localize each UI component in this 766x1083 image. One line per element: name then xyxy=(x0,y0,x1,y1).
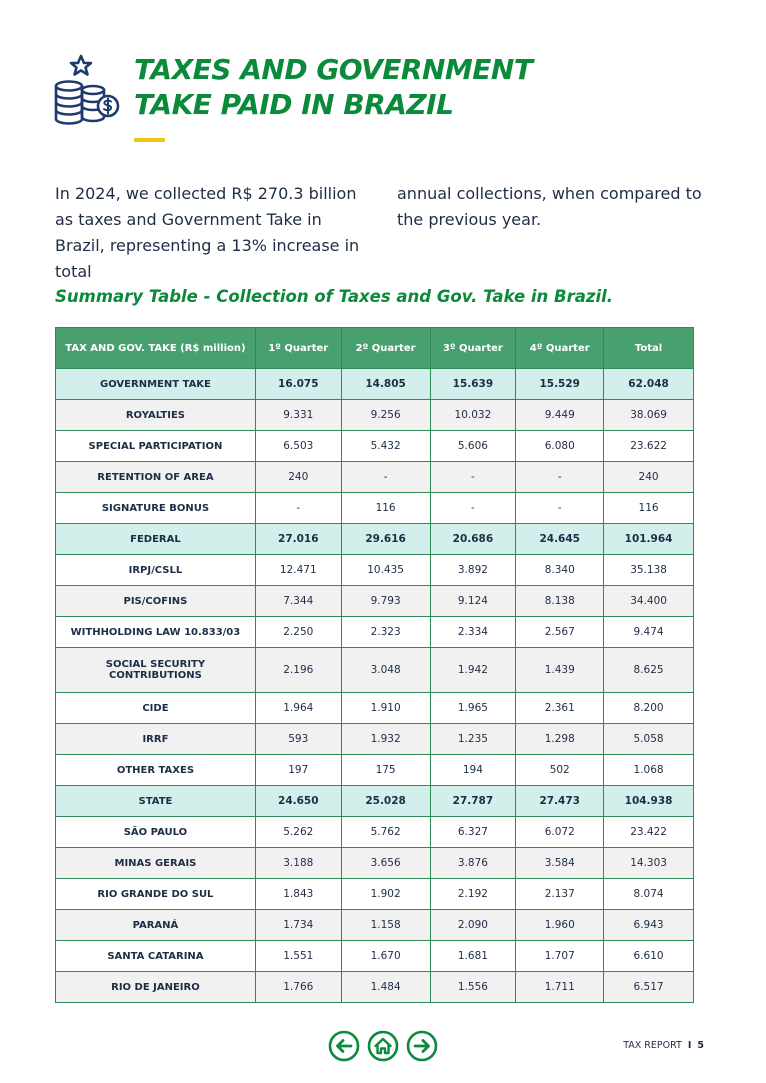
table-cell: 1.556 xyxy=(430,972,516,1003)
table-row xyxy=(56,431,694,462)
table-cell: 2.567 xyxy=(516,617,604,648)
home-icon xyxy=(367,1030,399,1062)
table-cell: 1.960 xyxy=(516,910,604,941)
summary-table xyxy=(55,327,694,1003)
table-cell: 2.192 xyxy=(430,879,516,910)
table-cell: 6.610 xyxy=(604,941,694,972)
table-cell: 9.331 xyxy=(255,400,341,431)
row-label: PARANÁ xyxy=(56,910,256,941)
table-row xyxy=(56,848,694,879)
table-cell: 15.529 xyxy=(516,369,604,400)
table-cell: - xyxy=(255,493,341,524)
row-label: RIO GRANDE DO SUL xyxy=(56,879,256,910)
table-cell: 23.622 xyxy=(604,431,694,462)
table-cell: 24.650 xyxy=(255,786,341,817)
row-label: SPECIAL PARTICIPATION xyxy=(56,431,256,462)
table-cell: 5.262 xyxy=(255,817,341,848)
title-underline xyxy=(134,138,165,142)
table-cell: 14.805 xyxy=(341,369,430,400)
footer-separator: I xyxy=(687,1040,692,1051)
table-cell: 15.639 xyxy=(430,369,516,400)
table-cell: 7.344 xyxy=(255,586,341,617)
row-label: WITHHOLDING LAW 10.833/03 xyxy=(56,617,256,648)
table-cell: 116 xyxy=(604,493,694,524)
table-cell: 1.942 xyxy=(430,648,516,693)
table-cell: 14.303 xyxy=(604,848,694,879)
table-cell: - xyxy=(516,493,604,524)
intro-paragraph-right: annual collections, when compared to the previous year. xyxy=(397,184,702,229)
table-cell: 1.902 xyxy=(341,879,430,910)
table-cell: 2.323 xyxy=(341,617,430,648)
table-cell: 1.068 xyxy=(604,755,694,786)
column-header-tax: TAX AND GOV. TAKE (R$ million) xyxy=(56,328,256,369)
row-label: IRRF xyxy=(56,724,256,755)
table-row xyxy=(56,493,694,524)
page-title-line-2: TAKE PAID IN BRAZIL xyxy=(134,88,454,121)
next-page-button[interactable] xyxy=(406,1030,438,1062)
prev-page-button[interactable] xyxy=(328,1030,360,1062)
table-row xyxy=(56,879,694,910)
table-cell: 8.625 xyxy=(604,648,694,693)
row-label: OTHER TAXES xyxy=(56,755,256,786)
table-cell: 34.400 xyxy=(604,586,694,617)
table-cell: 1.158 xyxy=(341,910,430,941)
footer-report-name: TAX REPORT xyxy=(623,1040,682,1051)
table-cell: 8.138 xyxy=(516,586,604,617)
table-cell: 1.964 xyxy=(255,693,341,724)
table-cell: 6.072 xyxy=(516,817,604,848)
arrow-left-icon xyxy=(328,1030,360,1062)
table-cell: 3.892 xyxy=(430,555,516,586)
table-cell: 5.058 xyxy=(604,724,694,755)
table-cell: 25.028 xyxy=(341,786,430,817)
table-cell: 9.474 xyxy=(604,617,694,648)
table-row xyxy=(56,462,694,493)
table-cell: 2.250 xyxy=(255,617,341,648)
table-cell: 3.876 xyxy=(430,848,516,879)
row-label: ROYALTIES xyxy=(56,400,256,431)
table-cell: 1.298 xyxy=(516,724,604,755)
arrow-right-icon xyxy=(406,1030,438,1062)
table-cell: 12.471 xyxy=(255,555,341,586)
row-label: SOCIAL SECURITY CONTRIBUTIONS xyxy=(56,648,256,693)
table-cell: 175 xyxy=(341,755,430,786)
table-cell: 62.048 xyxy=(604,369,694,400)
table-cell: 16.075 xyxy=(255,369,341,400)
table-cell: 2.334 xyxy=(430,617,516,648)
table-cell: 1.681 xyxy=(430,941,516,972)
table-cell: 35.138 xyxy=(604,555,694,586)
row-label: STATE xyxy=(56,786,256,817)
table-cell: 3.584 xyxy=(516,848,604,879)
row-label: RETENTION OF AREA xyxy=(56,462,256,493)
row-label: RIO DE JANEIRO xyxy=(56,972,256,1003)
table-cell: 5.606 xyxy=(430,431,516,462)
table-cell: 3.188 xyxy=(255,848,341,879)
table-cell: 2.137 xyxy=(516,879,604,910)
table-cell: 9.793 xyxy=(341,586,430,617)
intro-paragraph-left: In 2024, we collected R$ 270.3 billion as taxes and Government Take in Brazil, representing a 13% increase in total xyxy=(55,184,360,281)
row-label: GOVERNMENT TAKE xyxy=(56,369,256,400)
table-cell: 8.074 xyxy=(604,879,694,910)
row-label: FEDERAL xyxy=(56,524,256,555)
table-cell: 23.422 xyxy=(604,817,694,848)
table-row xyxy=(56,941,694,972)
table-cell: 2.196 xyxy=(255,648,341,693)
table-cell: 9.124 xyxy=(430,586,516,617)
table-cell: 20.686 xyxy=(430,524,516,555)
table-cell: 6.080 xyxy=(516,431,604,462)
table-cell: 1.965 xyxy=(430,693,516,724)
table-row xyxy=(56,586,694,617)
table-cell: 9.449 xyxy=(516,400,604,431)
table-cell: 6.517 xyxy=(604,972,694,1003)
table-cell: 1.707 xyxy=(516,941,604,972)
table-cell: - xyxy=(516,462,604,493)
coins-star-icon xyxy=(50,50,122,132)
column-header-q3: 3º Quarter xyxy=(430,328,516,369)
table-cell: 24.645 xyxy=(516,524,604,555)
table-cell: 1.484 xyxy=(341,972,430,1003)
row-label: PIS/COFINS xyxy=(56,586,256,617)
table-cell: 1.439 xyxy=(516,648,604,693)
table-caption: Summary Table - Collection of Taxes and Gov. Take in Brazil. xyxy=(55,287,614,306)
table-row xyxy=(56,648,694,693)
table-cell: 593 xyxy=(255,724,341,755)
table-row xyxy=(56,910,694,941)
table-cell: 8.340 xyxy=(516,555,604,586)
table-cell: 6.503 xyxy=(255,431,341,462)
table-cell: - xyxy=(430,462,516,493)
table-cell: 29.616 xyxy=(341,524,430,555)
table-cell: 38.069 xyxy=(604,400,694,431)
table-cell: 8.200 xyxy=(604,693,694,724)
row-label: SIGNATURE BONUS xyxy=(56,493,256,524)
table-row xyxy=(56,617,694,648)
column-header-q2: 2º Quarter xyxy=(341,328,430,369)
table-cell: 27.787 xyxy=(430,786,516,817)
table-row xyxy=(56,400,694,431)
row-label: SANTA CATARINA xyxy=(56,941,256,972)
table-cell: 104.938 xyxy=(604,786,694,817)
page-footer xyxy=(623,1040,704,1051)
table-row xyxy=(56,817,694,848)
table-row xyxy=(56,972,694,1003)
home-button[interactable] xyxy=(367,1030,399,1062)
table-cell: 9.256 xyxy=(341,400,430,431)
table-cell: 1.551 xyxy=(255,941,341,972)
row-label: MINAS GERAIS xyxy=(56,848,256,879)
table-cell: - xyxy=(341,462,430,493)
table-cell: 5.432 xyxy=(341,431,430,462)
table-row xyxy=(56,693,694,724)
row-label: IRPJ/CSLL xyxy=(56,555,256,586)
table-cell: - xyxy=(430,493,516,524)
table-cell: 240 xyxy=(255,462,341,493)
table-row xyxy=(56,724,694,755)
table-row xyxy=(56,524,694,555)
table-cell: 502 xyxy=(516,755,604,786)
table-cell: 2.090 xyxy=(430,910,516,941)
table-cell: 1.843 xyxy=(255,879,341,910)
page-title-line-1: TAXES AND GOVERNMENT xyxy=(134,53,533,86)
table-cell: 6.943 xyxy=(604,910,694,941)
table-cell: 1.235 xyxy=(430,724,516,755)
table-cell: 1.734 xyxy=(255,910,341,941)
table-cell: 10.435 xyxy=(341,555,430,586)
page-title xyxy=(134,52,532,122)
column-header-q4: 4º Quarter xyxy=(516,328,604,369)
table-cell: 1.711 xyxy=(516,972,604,1003)
table-cell: 116 xyxy=(341,493,430,524)
table-body xyxy=(56,369,694,1003)
table-cell: 27.016 xyxy=(255,524,341,555)
table-cell: 1.932 xyxy=(341,724,430,755)
table-row xyxy=(56,786,694,817)
table-cell: 6.327 xyxy=(430,817,516,848)
column-header-total: Total xyxy=(604,328,694,369)
table-cell: 1.670 xyxy=(341,941,430,972)
table-cell: 101.964 xyxy=(604,524,694,555)
table-cell: 194 xyxy=(430,755,516,786)
table-row xyxy=(56,369,694,400)
table-header-row xyxy=(56,328,694,369)
table-cell: 240 xyxy=(604,462,694,493)
page-number: 5 xyxy=(697,1040,704,1051)
table-cell: 3.656 xyxy=(341,848,430,879)
table-cell: 10.032 xyxy=(430,400,516,431)
table-cell: 5.762 xyxy=(341,817,430,848)
table-cell: 1.766 xyxy=(255,972,341,1003)
table-cell: 27.473 xyxy=(516,786,604,817)
column-header-q1: 1º Quarter xyxy=(255,328,341,369)
table-cell: 2.361 xyxy=(516,693,604,724)
row-label: SÃO PAULO xyxy=(56,817,256,848)
table-cell: 197 xyxy=(255,755,341,786)
table-cell: 1.910 xyxy=(341,693,430,724)
table-cell: 3.048 xyxy=(341,648,430,693)
row-label: CIDE xyxy=(56,693,256,724)
table-row xyxy=(56,755,694,786)
table-row xyxy=(56,555,694,586)
